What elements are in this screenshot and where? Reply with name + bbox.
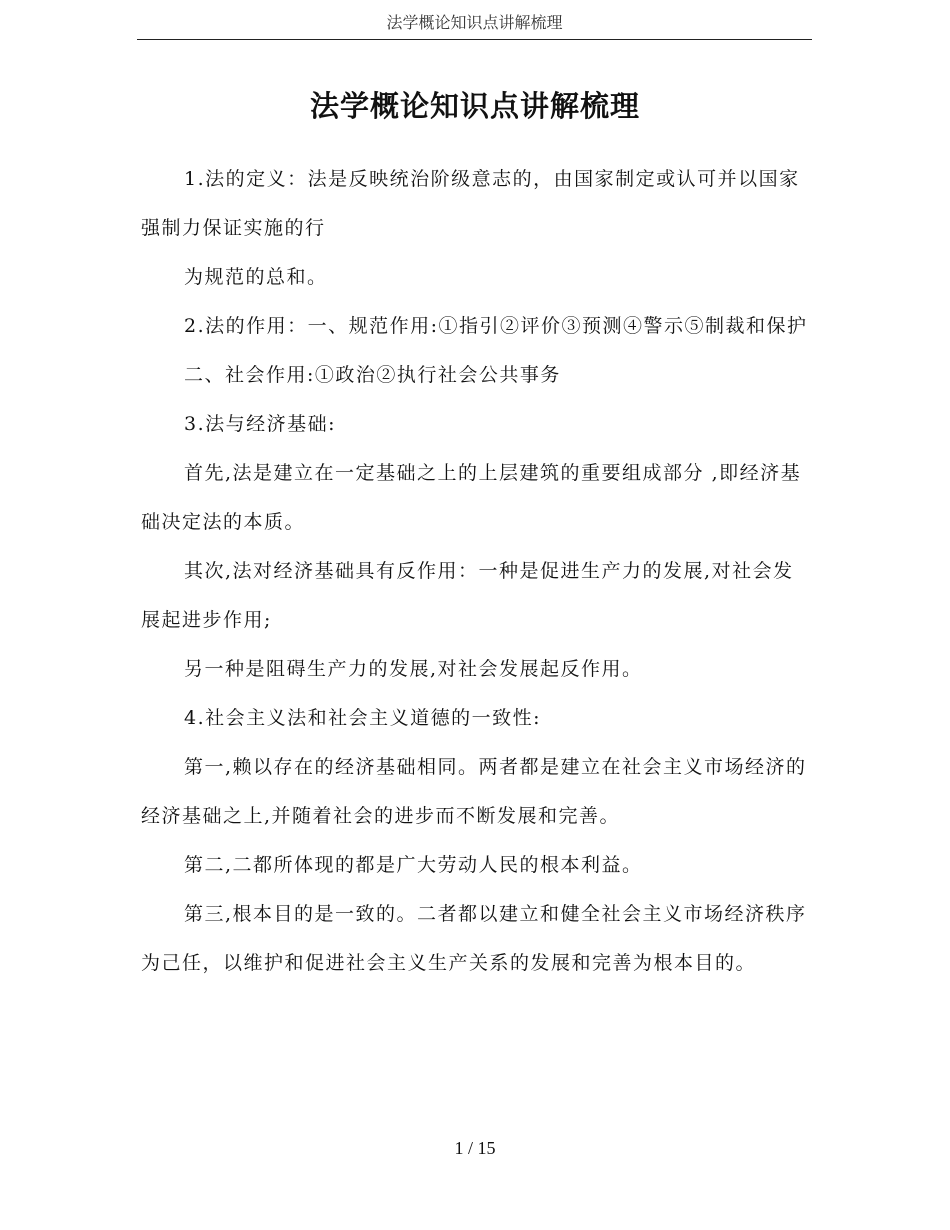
paragraph-economic-base-heading: 3.法与经济基础: — [184, 413, 337, 435]
paragraph-second-point: 第二,二都所体现的都是广大劳动人民的根本利益。 — [184, 854, 643, 876]
paragraph-definition-cont: 为规范的总和。 — [184, 266, 328, 288]
page-number: 1 / 15 — [454, 1138, 496, 1158]
paragraph-consistency-heading: 4.社会主义法和社会主义道德的一致性: — [184, 707, 542, 729]
paragraph-social-functions: 二、社会作用:①政治②执行社会公共事务 — [184, 364, 561, 386]
paragraph-definition: 1.法的定义：法是反映统治阶级意志的，由国家制定或认可并以国家强制力保证实施的行 — [141, 168, 800, 239]
paragraph-functions: 2.法的作用：一、规范作用:①指引②评价③预测④警示⑤制裁和保护 — [184, 315, 808, 337]
paragraph-first-point: 第一,赖以存在的经济基础相同。两者都是建立在社会主义市场经济的经济基础之上,并随着社会的进步而不断发展和完善。 — [141, 756, 807, 827]
paragraph-firstly: 首先,法是建立在一定基础之上的上层建筑的重要组成部分 ,即经济基础决定法的本质。 — [141, 462, 802, 533]
paragraph-third-point: 第三,根本目的是一致的。二者都以建立和健全社会主义市场经济秩序为己任，以维护和促进社会主义生产关系的发展和完善为根本目的。 — [141, 903, 807, 974]
paragraph-other-kind: 另一种是阻碍生产力的发展,对社会发展起反作用。 — [184, 658, 643, 680]
document-title: 法学概论知识点讲解梳理 — [309, 89, 640, 123]
paragraph-secondly: 其次,法对经济基础具有反作用：一种是促进生产力的发展,对社会发展起进步作用; — [141, 560, 794, 631]
document-body — [141, 155, 813, 988]
running-header: 法学概论知识点讲解梳理 — [386, 14, 563, 32]
header-divider — [137, 39, 812, 40]
